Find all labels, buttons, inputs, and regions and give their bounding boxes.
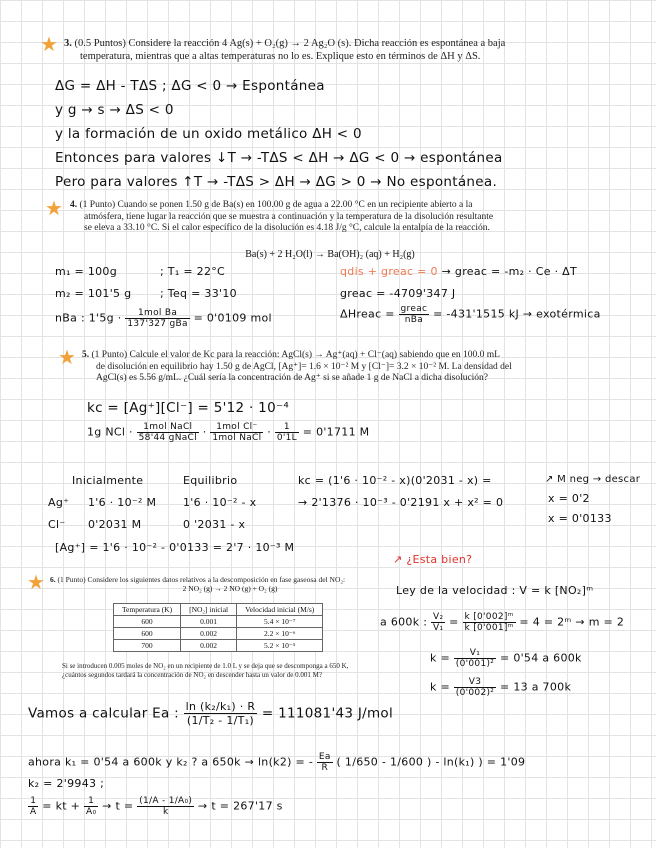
table-cell: 2.2 × 10⁻⁶	[237, 628, 323, 640]
handwritten-line: ΔG = ΔH - TΔS ; ΔG < 0 → Espontánea	[55, 78, 325, 94]
table-cell: 5.4 × 10⁻⁷	[237, 616, 323, 628]
fraction-numerator: ln (k₂/k₁) · R	[185, 700, 256, 713]
table-row	[114, 640, 323, 652]
handwritten-line	[340, 265, 577, 278]
question-text-line: AgCl(s) es 5.56 g/mL. ¿Cuál sería la concentración de Ag⁺ si se añade 1 g de NaCl a dicha disolución?	[96, 373, 489, 383]
hw-text: ahora k₁ = 0'54 a 600k y k₂ ? a 650k → ln(k2) = -	[28, 755, 314, 769]
hw-text: k =	[430, 680, 450, 694]
question-text-line: de disolución en equilibrio hay 1.50 g de AgCl, [Ag⁺]= 1.6 × 10⁻² M y [Cl⁻]= 3.2 × 10⁻² M. La densidad del	[96, 361, 512, 372]
handwritten-line	[28, 796, 283, 817]
fraction	[431, 612, 445, 633]
handwritten-line: greac = -4709'347 J	[340, 287, 456, 300]
hw-text: k =	[430, 651, 450, 665]
question-5	[82, 350, 612, 385]
question-6-text	[62, 662, 392, 680]
fraction-numerator: 1mol Ba	[125, 308, 189, 319]
fraction	[28, 796, 38, 817]
fraction	[210, 422, 263, 443]
fraction-numerator: 1	[275, 422, 299, 433]
hw-text: = 0'1711 M	[302, 425, 370, 439]
table-cell: 0.002	[181, 628, 237, 640]
hw-text: = kt +	[42, 799, 81, 813]
fraction	[454, 677, 496, 698]
fraction-denominator: 58'44 gNaCl	[138, 433, 197, 443]
hw-text: = 0'0109 mol	[193, 311, 272, 325]
table-cell: 0.001	[181, 616, 237, 628]
fraction	[137, 796, 194, 817]
handwritten-line: 1'6 · 10⁻² M	[88, 496, 157, 509]
handwritten-line: kc = [Ag⁺][Cl⁻] = 5'12 · 10⁻⁴	[87, 400, 290, 416]
hw-text-orange: qdis + greac = 0	[340, 265, 438, 278]
star-icon: ★	[40, 32, 58, 56]
fraction-denominator: 0'1L	[276, 433, 297, 443]
handwritten-note: ↗ M neg → descar	[545, 474, 641, 485]
handwritten-line: 0 '2031 - x	[183, 518, 246, 531]
hw-text: = 0'54 a 600k	[500, 651, 582, 665]
handwritten-line: → 2'1376 · 10⁻³ - 0'2191 x + x² = 0	[298, 496, 504, 509]
handwritten-line: ; T₁ = 22°C	[160, 265, 226, 278]
question-number: 6.	[50, 575, 56, 584]
fraction-denominator: A₀	[85, 807, 97, 817]
reaction-equation: 2 NO₂ (g) → 2 NO (g) + O₂ (g)	[182, 584, 278, 593]
question-text-line: Si se introducen 0.005 moles de NO₂ en un recipiente de 1.0 L y se deja que se descomponga a 650 K,	[62, 662, 349, 670]
handwritten-line	[340, 304, 601, 325]
handwritten-line: Cl⁻	[48, 518, 66, 531]
handwritten-line	[430, 677, 571, 698]
question-text-line: ¿cuántos segundos tardará la concentración de NO₂ en descender hasta un valor de 0.001 M?	[62, 671, 322, 679]
table-cell: 0.002	[181, 640, 237, 652]
fraction	[137, 422, 199, 443]
handwritten-line	[55, 308, 272, 329]
question-text-line: temperatura, mientras que a altas temperaturas no lo es. Explique esto en términos de ΔH y ΔS.	[80, 50, 481, 62]
question-text-line: (1 Punto) Calcule el valor de Kc para la reacción: AgCl(s) → Ag⁺(aq) + Cl⁻(aq) sabiendo que en 100.0 mL	[91, 350, 500, 360]
handwritten-line	[430, 648, 582, 669]
handwritten-line: 0'2031 M	[88, 518, 142, 531]
fraction-numerator: 1	[84, 796, 98, 807]
table-cell: 700	[114, 640, 181, 652]
fraction-denominator: nBa	[404, 315, 424, 325]
fraction	[317, 752, 333, 773]
hw-text: 1g NCl ·	[87, 425, 133, 439]
fraction-denominator: 137'327 gBa	[127, 319, 188, 329]
handwritten-note-red: ↗ ¿Esta bien?	[393, 553, 473, 566]
hw-text: = 13 a 700k	[500, 680, 572, 694]
hw-text: Vamos a calcular Ea :	[28, 705, 179, 722]
fraction-denominator: k	[162, 807, 169, 817]
handwritten-line: a 600k : $\frac{\text{V₂}}{\text{V₁}}$ = $\frac{\text{k [0'002]ᵐ}}{\text{k [0'001]ᵐ}}$ = 4 = 2ᵐ → m = 2	[380, 612, 625, 633]
fraction	[463, 612, 516, 633]
question-number: 3.	[64, 38, 72, 49]
handwritten-line: 1g NCl · $\frac{\text{1mol NaCl}}{\text{58'44 gNaCl}}$ · $\frac{\text{1mol Cl⁻}}{\text{1mol NaCl}}$ · $\frac{1}{0'1L}$ = 0'1711 M	[87, 422, 370, 443]
fraction-denominator: 1mol NaCl	[212, 433, 262, 443]
hw-text: ΔHreac =	[340, 307, 395, 321]
handwritten-line: ; Teq = 33'10	[160, 287, 237, 300]
handwritten-line: Entonces para valores ↓T → -TΔS < ΔH → ΔG < 0 → espontánea	[55, 150, 503, 166]
fraction-numerator: (1/A - 1/A₀)	[139, 796, 193, 806]
question-number: 4.	[70, 200, 78, 210]
fraction-numerator: greac	[400, 304, 428, 314]
table-row	[114, 616, 323, 628]
fraction-denominator: V₁	[433, 623, 444, 633]
fraction	[454, 648, 496, 669]
question-3	[64, 38, 604, 63]
handwritten-line: x = 0'0133	[548, 512, 612, 525]
table-header-row	[114, 604, 323, 616]
hw-text: a 600k :	[380, 615, 428, 629]
handwritten-line: Inicialmente	[72, 474, 144, 487]
handwritten-line	[28, 752, 525, 773]
handwritten-line: 1'6 · 10⁻² - x	[183, 496, 257, 509]
hw-text: = 111081'43 J/mol	[261, 705, 394, 722]
fraction-numerator: 1mol NaCl	[137, 422, 199, 433]
handwritten-line: Ag⁺	[48, 496, 70, 509]
question-text-line: (1 Punto) Cuando se ponen 1.50 g de Ba(s) en 100.00 g de agua a 22.00 °C en un recipiente abierto a la	[79, 200, 473, 210]
question-number: 5.	[82, 350, 90, 360]
star-icon: ★	[27, 570, 45, 594]
data-table	[113, 603, 323, 652]
fraction	[84, 796, 98, 817]
handwritten-line: m₂ = 101'5 g	[55, 287, 132, 300]
handwritten-line: Pero para valores ↑T → -TΔS > ΔH → ΔG > 0 → No espontánea.	[55, 174, 498, 190]
fraction-denominator: k [0'001]ᵐ	[464, 623, 514, 633]
fraction-denominator: (0'001)²	[455, 659, 495, 669]
hw-text: → t = 267'17 s	[198, 799, 283, 813]
hw-text: = 4 = 2ᵐ → m = 2	[519, 615, 625, 629]
handwritten-line	[28, 700, 393, 727]
star-icon: ★	[45, 196, 63, 220]
table-header: Temperatura (K)	[114, 604, 181, 616]
hw-text: = -431'1515 kJ → exotérmica	[433, 307, 601, 321]
handwritten-line: y g → s → ΔS < 0	[55, 102, 174, 118]
handwritten-line: [Ag⁺] = 1'6 · 10⁻² - 0'0133 = 2'7 · 10⁻³ M	[55, 541, 295, 554]
fraction-denominator: R	[321, 763, 329, 773]
fraction	[275, 422, 299, 443]
table-cell: 600	[114, 628, 181, 640]
fraction-numerator: Ea	[318, 752, 331, 762]
table-cell: 5.2 × 10⁻⁵	[237, 640, 323, 652]
fraction-denominator: (1/T₂ - 1/T₁)	[186, 714, 255, 727]
question-text-line: atmósfera, tiene lugar la reacción que se muestra a continuación y la temperatura de la disolución resultante	[84, 211, 494, 222]
fraction-denominator: (0'002)²	[455, 688, 495, 698]
handwritten-line: Ley de la velocidad : V = k [NO₂]ᵐ	[396, 584, 594, 597]
table-header: [NO₂] inicial	[181, 604, 237, 616]
question-4	[70, 200, 610, 235]
fraction-numerator: V₁	[454, 648, 496, 659]
fraction-numerator: 1	[28, 796, 38, 807]
question-6	[50, 575, 370, 584]
hw-text: → greac = -m₂ · Ce · ΔT	[441, 265, 578, 278]
reaction-equation: Ba(s) + 2 H₂O(l) → Ba(OH)₂ (aq) + H₂(g)	[245, 249, 415, 260]
fraction-numerator: V3	[454, 677, 496, 688]
fraction	[125, 308, 189, 329]
fraction-denominator: A	[30, 807, 37, 817]
fraction-numerator: 1mol Cl⁻	[210, 422, 263, 433]
hw-text: nBa : 1'5g ·	[55, 311, 122, 325]
fraction	[399, 304, 430, 325]
handwritten-line: Equilibrio	[183, 474, 238, 487]
handwritten-line: m₁ = 100g	[55, 265, 118, 278]
handwritten-line: kc = (1'6 · 10⁻² - x)(0'2031 - x) =	[298, 474, 492, 487]
table-header: Velocidad inicial (M/s)	[237, 604, 323, 616]
fraction-numerator: k [0'002]ᵐ	[464, 612, 514, 622]
handwritten-line: k₂ = 2'9943 ;	[28, 777, 105, 790]
question-text-line: (1 Punto) Considere los siguientes datos relativos a la descomposición en fase gaseosa del NO₂:	[57, 575, 346, 584]
hw-text: ( 1/650 - 1/600 ) - ln(k₁) ) = 1'09	[336, 755, 526, 769]
fraction-numerator: V₂	[433, 612, 444, 622]
table-row	[114, 628, 323, 640]
table-cell: 600	[114, 616, 181, 628]
hw-text: → t =	[102, 799, 134, 813]
handwritten-line: y la formación de un oxido metálico ΔH < 0	[55, 126, 362, 142]
handwritten-line: x = 0'2	[548, 492, 590, 505]
question-text-line: (0.5 Puntos) Considere la reacción 4 Ag(s) + O₂(g) → 2 Ag₂O (s). Dicha reacción es espontánea a baja	[74, 38, 506, 49]
fraction	[184, 700, 258, 727]
question-text-line: se eleva a 33.10 °C. Si el calor específico de la disolución es 4.18 J/g °C, calcule la entalpía de la reacción.	[84, 223, 490, 233]
star-icon: ★	[58, 345, 76, 369]
